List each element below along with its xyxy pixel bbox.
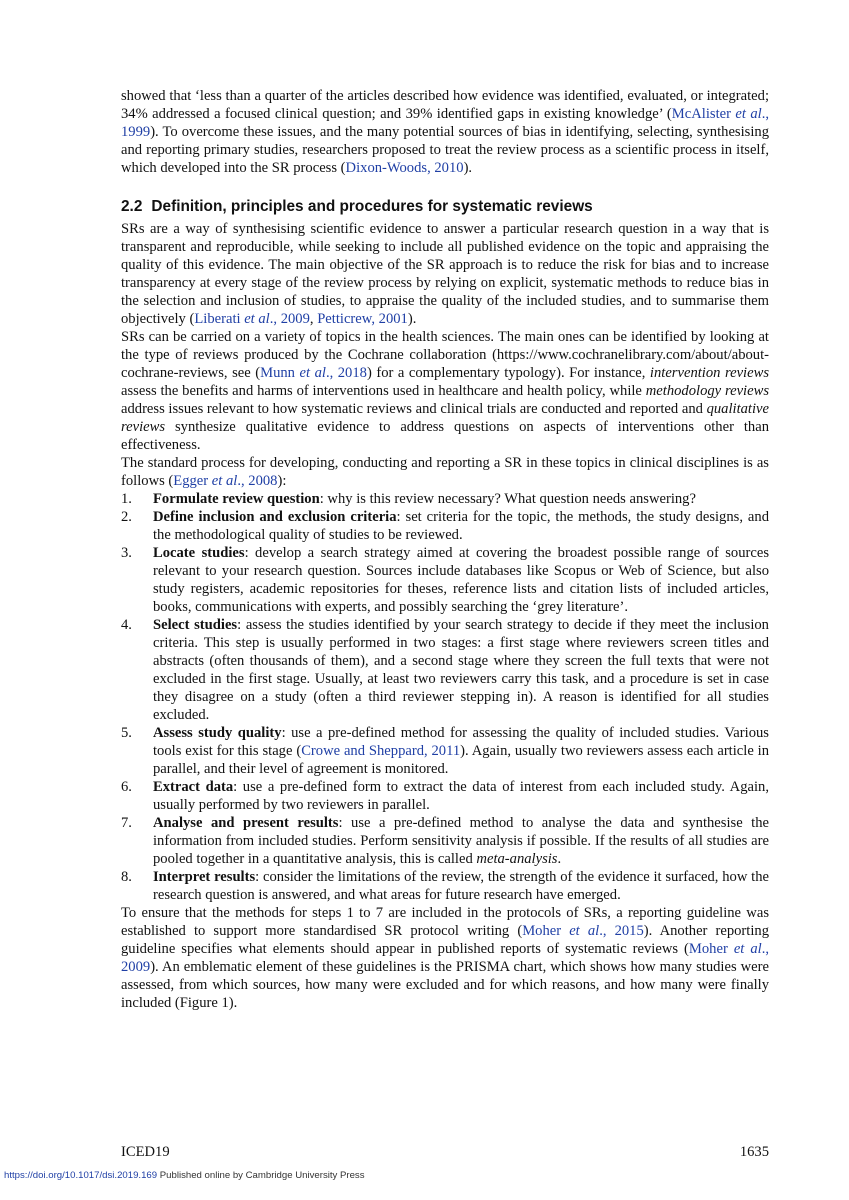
list-item: 7. Analyse and present results: use a pre-defined method to analyse the data and synthesise the information from included studies. Perform sensitivity analysis if possible. If the results of all studies are pooled together in a quantitative analysis, this is called meta-analysis. — [121, 815, 769, 867]
footer-conference: ICED19 — [121, 1144, 170, 1160]
citation-link[interactable]: Moher et al., 2015 — [522, 923, 644, 939]
doi-line: https://doi.org/10.1017/dsi.2019.169 Published online by Cambridge University Press — [4, 1170, 365, 1181]
list-item: 4. Select studies: assess the studies identified by your search strategy to decide if they meet the inclusion criteria. This step is usually performed in two stages: a first stage where reviewers screen titles and abstracts (often thousands of them), and a second stage where they screen the full texts that were not excluded in the first stage. Usually, at least two reviewers carry this task, and a procedure is set in case they disagree on a study (often a third reviewer stepping in). A reason is identified for all studies excluded. — [121, 617, 769, 723]
citation-link[interactable]: Dixon-Woods, 2010 — [345, 160, 464, 176]
citation-link[interactable]: Crowe and Sheppard, 2011 — [301, 743, 461, 759]
list-item: 5. Assess study quality: use a pre-defined method for assessing the quality of included studies. Various tools exist for this stage (Crowe and Sheppard, 2011). Again, usually two reviewers assess each article in parallel, and their level of agreement is monitored. — [121, 725, 770, 777]
list-item: 3. Locate studies: develop a search strategy aimed at covering the broadest possible range of sources relevant to your research question. Sources include databases like Scopus or Web of Science, but also study registers, academic repositories for theses, reference lists and citation lists of included articles, books, communications with experts, and possibly searching the ‘grey literature’. — [121, 545, 769, 615]
citation-link[interactable]: McAlister et al., 1999 — [121, 106, 769, 140]
citation-link[interactable]: Moher et al., 2009 — [121, 941, 769, 975]
section-heading — [121, 197, 769, 217]
paragraph-definition: SRs are a way of synthesising scientific evidence to answer a particular research question in a way that is transparent and reproducible, while seeking to include all published evidence on the topic and appraising the quality of this evidence. The main objective of the SR approach is to reduce the risk for bias and to increase transparency at every stage of the review process by relying on explicit, systematic methods to reduce bias in the selection and inclusion of studies, to appraise the quality of the included studies, and to summarise them objectively (Liberati et al., 2009, Petticrew, 2001). — [121, 221, 769, 327]
list-item: 1. Formulate review question: why is this review necessary? What question needs answering? — [121, 491, 696, 507]
footer-page-number: 1635 — [739, 1144, 769, 1160]
citation-link[interactable]: Munn et al., 2018 — [260, 365, 367, 381]
doi-link[interactable]: https://doi.org/10.1017/dsi.2019.169 — [4, 1170, 158, 1181]
paragraph-intro: showed that ‘less than a quarter of the articles described how evidence was identified, evaluated, or integrated; 34% addressed a focused clinical question; and 39% identified gaps in existing knowledge’ (McAlister et al., 1999). To overcome these issues, and the many potential sources of bias in identifying, selecting, synthesising and reporting primary studies, researchers proposed to treat the review process as a scientific process in itself, which developed into the SR process (Dixon-Woods, 2010). — [121, 88, 769, 176]
section-number: 2.2 — [121, 198, 143, 215]
citation-link[interactable]: Egger et al., 2008 — [173, 473, 278, 489]
list-item: 2. Define inclusion and exclusion criteria: set criteria for the topic, the methods, the study designs, and the methodological quality of studies to be reviewed. — [121, 509, 769, 543]
citation-link[interactable]: Liberati et al., 2009 — [194, 311, 310, 327]
section-title: Definition, principles and procedures for systematic reviews — [151, 198, 593, 215]
list-item: 6. Extract data: use a pre-defined form to extract the data of interest from each included study. Again, usually performed by two reviewers in parallel. — [121, 779, 769, 813]
paragraph-reporting-guideline: To ensure that the methods for steps 1 to 7 are included in the protocols of SRs, a reporting guideline was established to support more standardised SR protocol writing (Moher et al., 2015). Another reporting guideline specifies what elements should appear in published reports of systematic reviews (Moher et al., 2009). An emblematic element of these guidelines is the PRISMA chart, which shows how many studies were assessed, from which sources, how many were excluded and for which reasons, and how many were finally included (Figure 1). — [121, 905, 769, 1011]
page-body — [121, 87, 769, 1012]
steps-list — [121, 490, 769, 904]
paragraph-standard-process: The standard process for developing, conducting and reporting a SR in these topics in clinical disciplines is as follows (Egger et al., 2008): — [121, 455, 769, 489]
list-item: 8. Interpret results: consider the limitations of the review, the strength of the evidence it surfaced, how the research question is answered, and what areas for future research have emerged. — [121, 869, 769, 903]
citation-link[interactable]: Petticrew, 2001 — [317, 311, 408, 327]
paragraph-topics: SRs can be carried on a variety of topics in the health sciences. The main ones can be identified by looking at the type of reviews produced by the Cochrane collaboration (https://www.cochranelibrary.com/about/about-cochrane-reviews, see (Munn et al., 2018) for a complementary typology). For instance, intervention reviews assess the benefits and harms of interventions used in healthcare and health policy, while methodology reviews address issues relevant to how systematic reviews and clinical trials are conducted and reported and qualitative reviews synthesize qualitative evidence to address questions on aspects of interventions other than effectiveness. — [121, 329, 770, 453]
